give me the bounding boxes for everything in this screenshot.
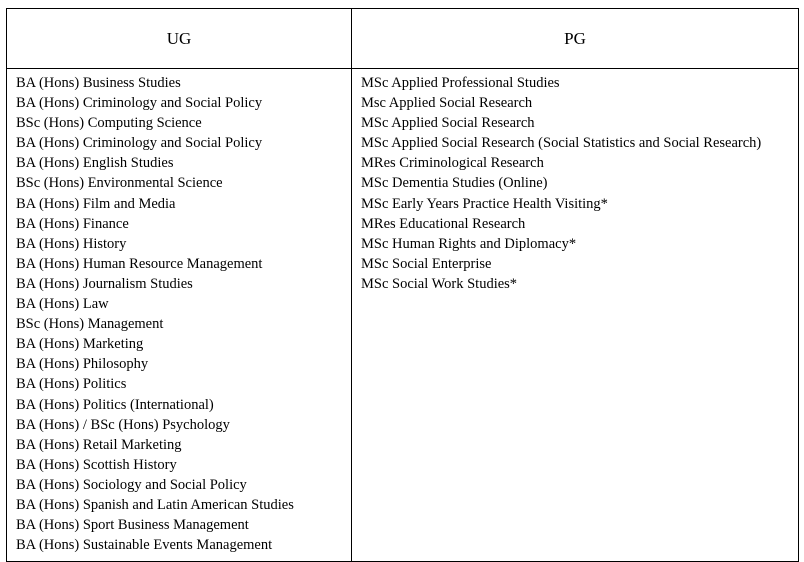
list-item: BA (Hons) Sustainable Events Management (16, 537, 273, 554)
list-item: BA (Hons) Sport Business Management (16, 517, 249, 534)
list-item: MSc Applied Social Research (Social Statistics and Social Research) (361, 135, 762, 152)
courses-table (6, 8, 799, 562)
column-header-ug: UG (7, 9, 352, 69)
list-item: BA (Hons) / BSc (Hons) Psychology (16, 416, 230, 433)
list-item: MSc Human Rights and Diplomacy* (361, 235, 577, 252)
ug-courses-cell (7, 69, 352, 562)
list-item: BA (Hons) Law (16, 296, 109, 313)
list-item: BA (Hons) Scottish History (16, 456, 177, 473)
list-item: BA (Hons) Sociology and Social Policy (16, 476, 247, 493)
list-item: BSc (Hons) Computing Science (16, 115, 202, 132)
pg-courses-cell (352, 69, 799, 562)
list-item: BA (Hons) Politics (16, 376, 127, 393)
list-item: BA (Hons) Criminology and Social Policy (16, 135, 263, 152)
list-item: MRes Educational Research (361, 215, 526, 232)
list-item: BA (Hons) Human Resource Management (16, 255, 263, 272)
list-item: MSc Dementia Studies (Online) (361, 175, 548, 192)
list-item: Msc Applied Social Research (361, 95, 533, 112)
list-item: BA (Hons) Finance (16, 215, 129, 232)
list-item: BA (Hons) History (16, 235, 127, 252)
list-item: BSc (Hons) Management (16, 316, 164, 333)
list-item: MSc Applied Professional Studies (361, 75, 560, 91)
list-item: BA (Hons) Journalism Studies (16, 275, 193, 292)
column-header-pg: PG (352, 9, 799, 69)
list-item: BA (Hons) Marketing (16, 336, 144, 353)
list-item: MSc Early Years Practice Health Visiting* (361, 195, 608, 212)
list-item: BA (Hons) English Studies (16, 155, 174, 172)
ug-course-list (7, 73, 351, 555)
list-item: BA (Hons) Spanish and Latin American Studies (16, 496, 294, 513)
list-item: BA (Hons) Philosophy (16, 356, 149, 373)
list-item: MSc Applied Social Research (361, 115, 535, 132)
list-item: BSc (Hons) Environmental Science (16, 175, 223, 192)
list-item: BA (Hons) Criminology and Social Policy (16, 95, 263, 112)
table-row (7, 69, 799, 562)
list-item: MSc Social Enterprise (361, 255, 492, 272)
list-item: MSc Social Work Studies* (361, 275, 518, 292)
list-item: BA (Hons) Retail Marketing (16, 436, 182, 453)
table-header-row (7, 9, 799, 69)
pg-course-list (352, 73, 798, 294)
list-item: MRes Criminological Research (361, 155, 544, 172)
list-item: BA (Hons) Politics (International) (16, 396, 214, 413)
list-item: BA (Hons) Film and Media (16, 195, 176, 212)
list-item: BA (Hons) Business Studies (16, 75, 181, 91)
